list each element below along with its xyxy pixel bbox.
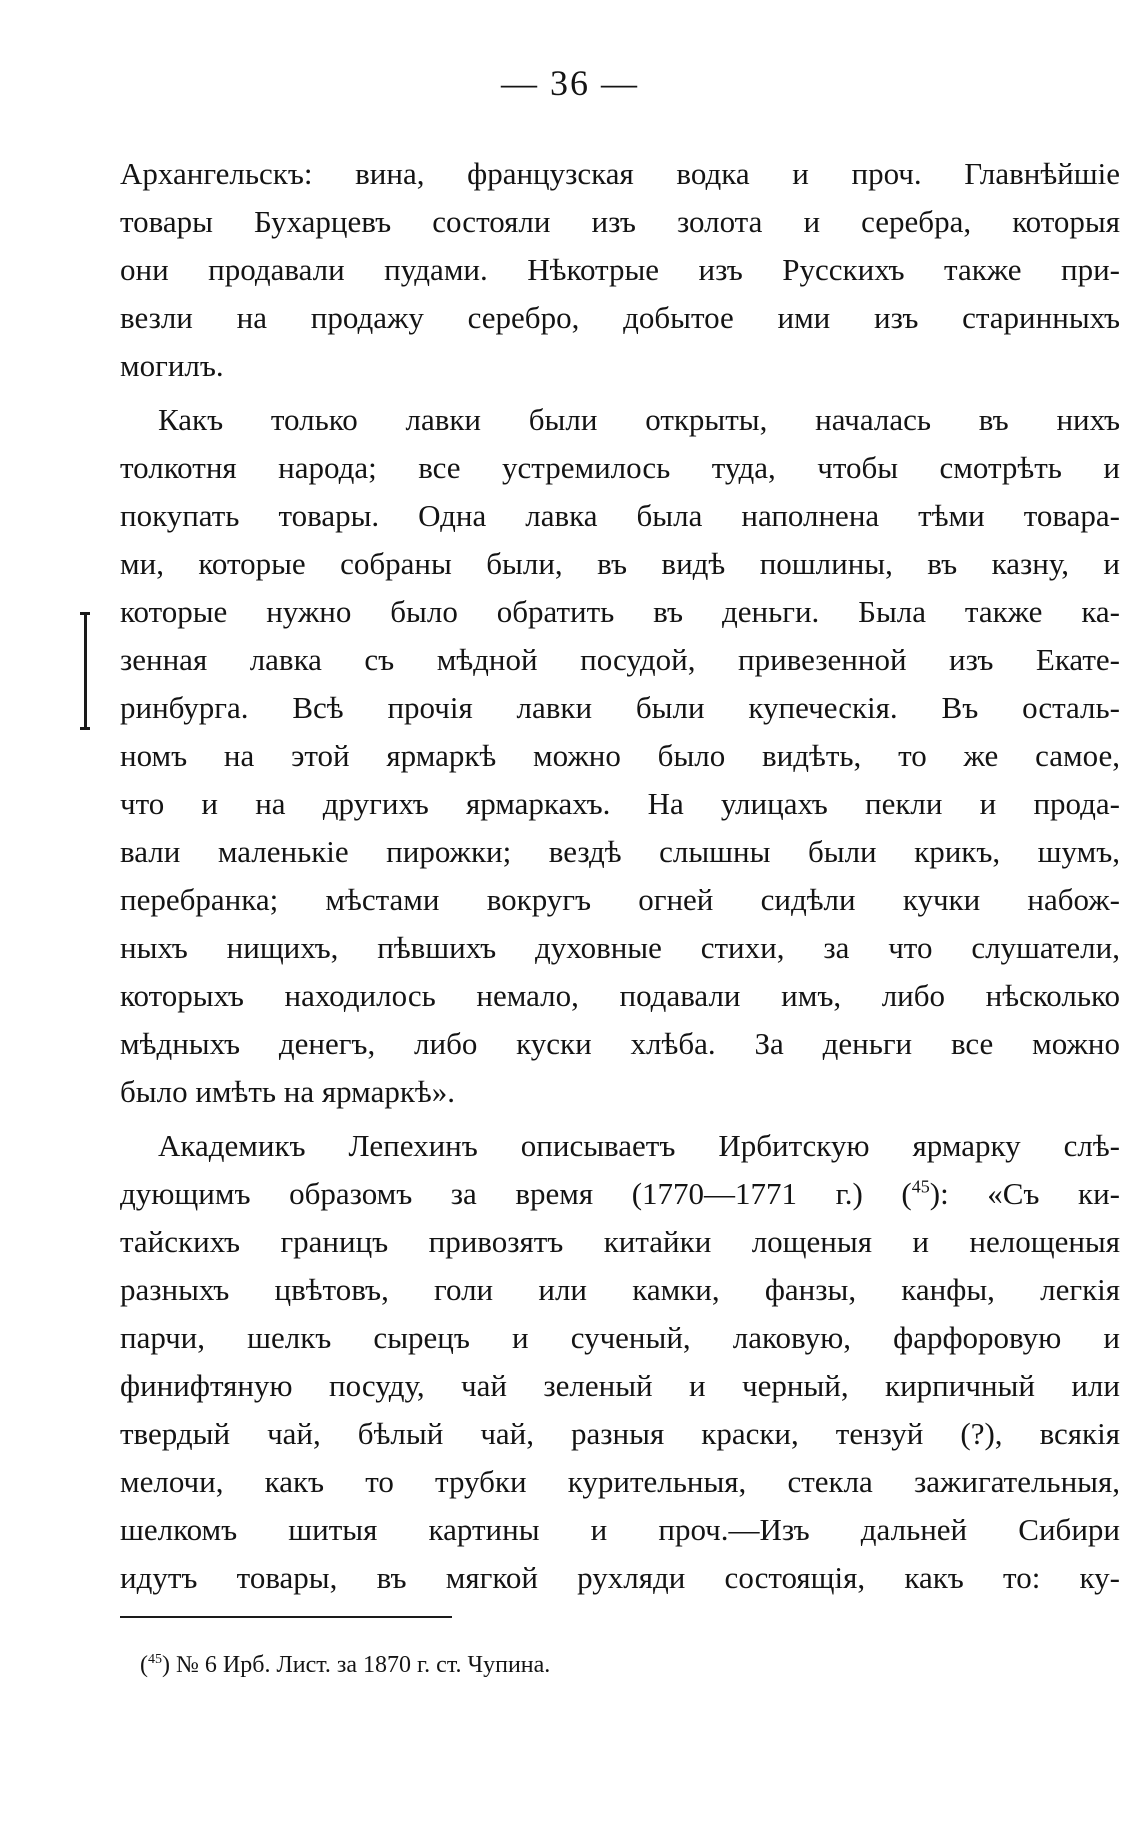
margin-bracket-mark	[84, 612, 87, 730]
text-line: толкотня народа; все устремилось туда, чтобы смотрѣть и	[120, 450, 1120, 485]
text-line: ринбурга. Всѣ прочія лавки были купеческія. Въ осталь-	[120, 690, 1120, 725]
text-line: мелочи, какъ то трубки курительныя, стекла зажигательныя,	[120, 1464, 1120, 1499]
text-line: ми, которые собраны были, въ видѣ пошлины, въ казну, и	[120, 546, 1120, 581]
text-line: зенная лавка съ мѣдной посудой, привезенной изъ Екате-	[120, 642, 1120, 677]
text-segment: дующимъ образомъ за время (1770—1771 г.) (	[120, 1176, 912, 1211]
text-line: могилъ.	[120, 348, 224, 383]
body-text	[120, 150, 1120, 1602]
text-line: ныхъ нищихъ, пѣвшихъ духовные стихи, за что слушатели,	[120, 930, 1120, 965]
text-line: что и на другихъ ярмаркахъ. На улицахъ пекли и прода-	[120, 786, 1120, 821]
text-line: было имѣть на ярмаркѣ».	[120, 1074, 455, 1109]
footnote-divider	[120, 1616, 452, 1618]
text-line: тайскихъ границъ привозятъ китайки лощеныя и нелощеныя	[120, 1224, 1120, 1259]
text-line: которыхъ находилось немало, подавали имъ, либо нѣсколько	[120, 978, 1120, 1013]
text-line: парчи, шелкъ сырецъ и сученый, лаковую, фарфоровую и	[120, 1320, 1120, 1355]
text-line: шелкомъ шитыя картины и проч.—Изъ дальней Сибири	[120, 1512, 1120, 1547]
footnote-text: № 6 Ирб. Лист. за 1870 г. ст. Чупина.	[170, 1652, 551, 1678]
text-line: везли на продажу серебро, добытое ими изъ старинныхъ	[120, 300, 1120, 335]
text-line-with-footnote-ref	[120, 1170, 1120, 1218]
text-line: которые нужно было обратить въ деньги. Была также ка-	[120, 594, 1120, 629]
page-number: — 36 —	[501, 63, 639, 103]
text-line: идутъ товары, въ мягкой рухляди состоящія, какъ то: ку-	[120, 1560, 1120, 1595]
footnote-marker: 45	[148, 1652, 162, 1667]
text-line: покупать товары. Одна лавка была наполнена тѣми товара-	[120, 498, 1120, 533]
text-segment: ): «Съ ки-	[929, 1176, 1120, 1211]
text-line: финифтяную посуду, чай зеленый и черный, кирпичный или	[120, 1368, 1120, 1403]
footnote	[140, 1652, 550, 1679]
text-line: Академикъ Лепехинъ описываетъ Ирбитскую ярмарку слѣ-	[158, 1128, 1120, 1163]
footnote-close-paren: )	[162, 1652, 170, 1678]
text-line: номъ на этой ярмаркѣ можно было видѣть, то же самое,	[120, 738, 1120, 773]
text-line: разныхъ цвѣтовъ, голи или камки, фанзы, канфы, легкія	[120, 1272, 1120, 1307]
text-line: товары Бухарцевъ состояли изъ золота и серебра, которыя	[120, 204, 1120, 239]
text-line: они продавали пудами. Нѣкотрые изъ Русскихъ также при-	[120, 252, 1120, 287]
text-line: Архангельскъ: вина, французская водка и проч. Главнѣйшіе	[120, 156, 1120, 191]
text-line: вали маленькіе пирожки; вездѣ слышны были крикъ, шумъ,	[120, 834, 1120, 869]
text-line: Какъ только лавки были открыты, началась въ нихъ	[158, 402, 1120, 437]
text-line: перебранка; мѣстами вокругъ огней сидѣли кучки набож-	[120, 882, 1120, 917]
footnote-reference: 45	[911, 1176, 930, 1197]
footnote-open-paren: (	[140, 1652, 148, 1678]
text-line: твердый чай, бѣлый чай, разныя краски, тензуй (?), всякія	[120, 1416, 1120, 1451]
text-line: мѣдныхъ денегъ, либо куски хлѣба. За деньги все можно	[120, 1026, 1120, 1061]
